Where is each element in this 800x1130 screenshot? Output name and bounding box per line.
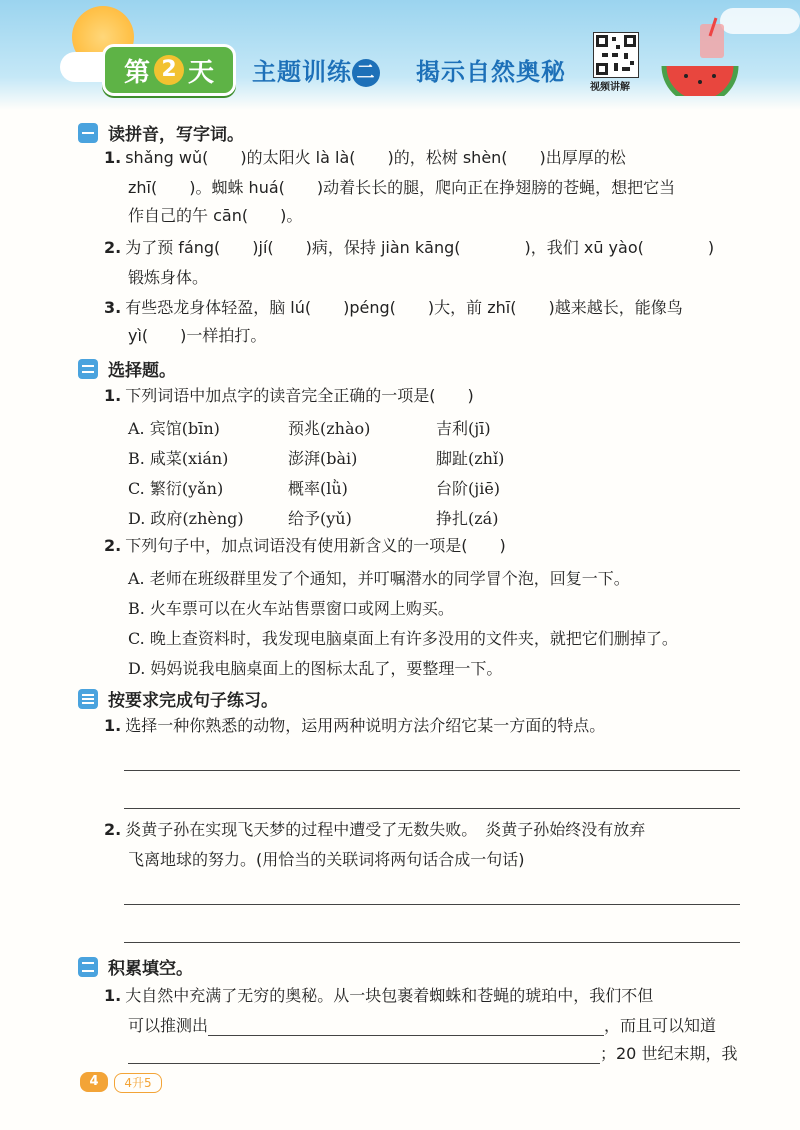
- sentence-option-c[interactable]: C. 晚上查资料时，我发现电脑桌面上有许多没用的文件夹，就把它们删掉了。: [128, 629, 678, 648]
- page-title: 主题训练 二 揭示自然奥秘: [252, 58, 566, 86]
- option-c-1[interactable]: C. 繁衍(yǎn): [128, 479, 224, 498]
- page-number: 4: [80, 1072, 108, 1092]
- question-line: yì( )一样拍打。: [128, 326, 267, 345]
- fill-blank[interactable]: [128, 1045, 600, 1064]
- option-a-3: 吉利(jī): [436, 419, 491, 438]
- day-badge: 第 2 天: [102, 44, 236, 96]
- sentence-option-d[interactable]: D. 妈妈说我电脑桌面上的图标太乱了，要整理一下。: [128, 659, 503, 678]
- question-line: 作自己的午 cān( )。: [128, 206, 303, 225]
- option-d-3: 挣扎(zá): [436, 509, 499, 528]
- option-b-1[interactable]: B. 咸菜(xián): [128, 449, 229, 468]
- question-line: 1. 选择一种你熟悉的动物，运用两种说明方法介绍它某一方面的特点。: [104, 716, 606, 735]
- sentence-option-b[interactable]: B. 火车票可以在火车站售票窗口或网上购买。: [128, 599, 454, 618]
- qr-code-icon[interactable]: [593, 32, 639, 78]
- question-line: 可以推测出 ，而且可以知道: [128, 1016, 717, 1035]
- question-line: zhī( )。蜘蛛 huá( )动着长长的腿，爬向正在挣翅膀的苍蝇，想把它当: [128, 178, 676, 197]
- section-one-icon: [78, 123, 98, 143]
- page-header: [0, 0, 800, 110]
- section-four-icon: [78, 957, 98, 977]
- section-heading: 按要求完成句子练习。: [78, 686, 278, 711]
- answer-line[interactable]: [124, 770, 740, 771]
- question-line: ；20 世纪末期，我: [128, 1044, 737, 1064]
- option-d-2: 给予(yǔ): [288, 509, 352, 528]
- question-line: 锻炼身体。: [128, 268, 209, 287]
- qr-caption: 视频讲解: [590, 82, 630, 93]
- option-c-2: 概率(lǜ): [288, 479, 348, 498]
- question-line: 飞离地球的努力。(用恰当的关联词将两句话合成一句话): [128, 850, 525, 869]
- fill-blank[interactable]: [208, 1017, 604, 1036]
- answer-line[interactable]: [124, 808, 740, 809]
- question-line: 2. 下列句子中，加点词语没有使用新含义的一项是( ): [104, 536, 506, 555]
- option-c-3: 台阶(jiē): [436, 479, 501, 498]
- watermelon-drink-icon: [660, 16, 740, 96]
- section-heading: 读拼音，写字词。: [78, 120, 244, 145]
- question-line: 2. 为了预 fáng( )jí( )病，保持 jiàn kāng( )，我们 xū yào( ): [104, 238, 715, 257]
- grade-label: 4升5: [114, 1073, 162, 1093]
- option-d-1[interactable]: D. 政府(zhèng): [128, 509, 244, 528]
- question-line: 3. 有些恐龙身体轻盈，脑 lú( )péng( )大，前 zhī( )越来越长，能像鸟: [104, 298, 683, 317]
- answer-line[interactable]: [124, 904, 740, 905]
- question-line: 1. 大自然中充满了无穷的奥秘。从一块包裹着蜘蛛和苍蝇的琥珀中，我们不但: [104, 986, 654, 1005]
- question-line: 1. 下列词语中加点字的读音完全正确的一项是( ): [104, 386, 474, 405]
- sentence-option-a[interactable]: A. 老师在班级群里发了个通知，并叮嘱潜水的同学冒个泡，回复一下。: [128, 569, 630, 588]
- question-line: 1. shǎng wǔ( )的太阳火 là là( )的，松树 shèn( )出厚厚的松: [104, 148, 626, 167]
- answer-line[interactable]: [124, 942, 740, 943]
- section-two-icon: [78, 359, 98, 379]
- option-b-3: 脚趾(zhǐ): [436, 449, 505, 468]
- section-heading: 积累填空。: [78, 954, 193, 979]
- option-b-2: 澎湃(bài): [288, 449, 358, 468]
- section-three-icon: [78, 689, 98, 709]
- question-line: 2. 炎黄子孙在实现飞天梦的过程中遭受了无数失败。 炎黄子孙始终没有放弃: [104, 820, 646, 839]
- section-heading: 选择题。: [78, 356, 176, 381]
- option-a-1[interactable]: A. 宾馆(bīn): [128, 419, 220, 438]
- option-a-2: 预兆(zhào): [288, 419, 371, 438]
